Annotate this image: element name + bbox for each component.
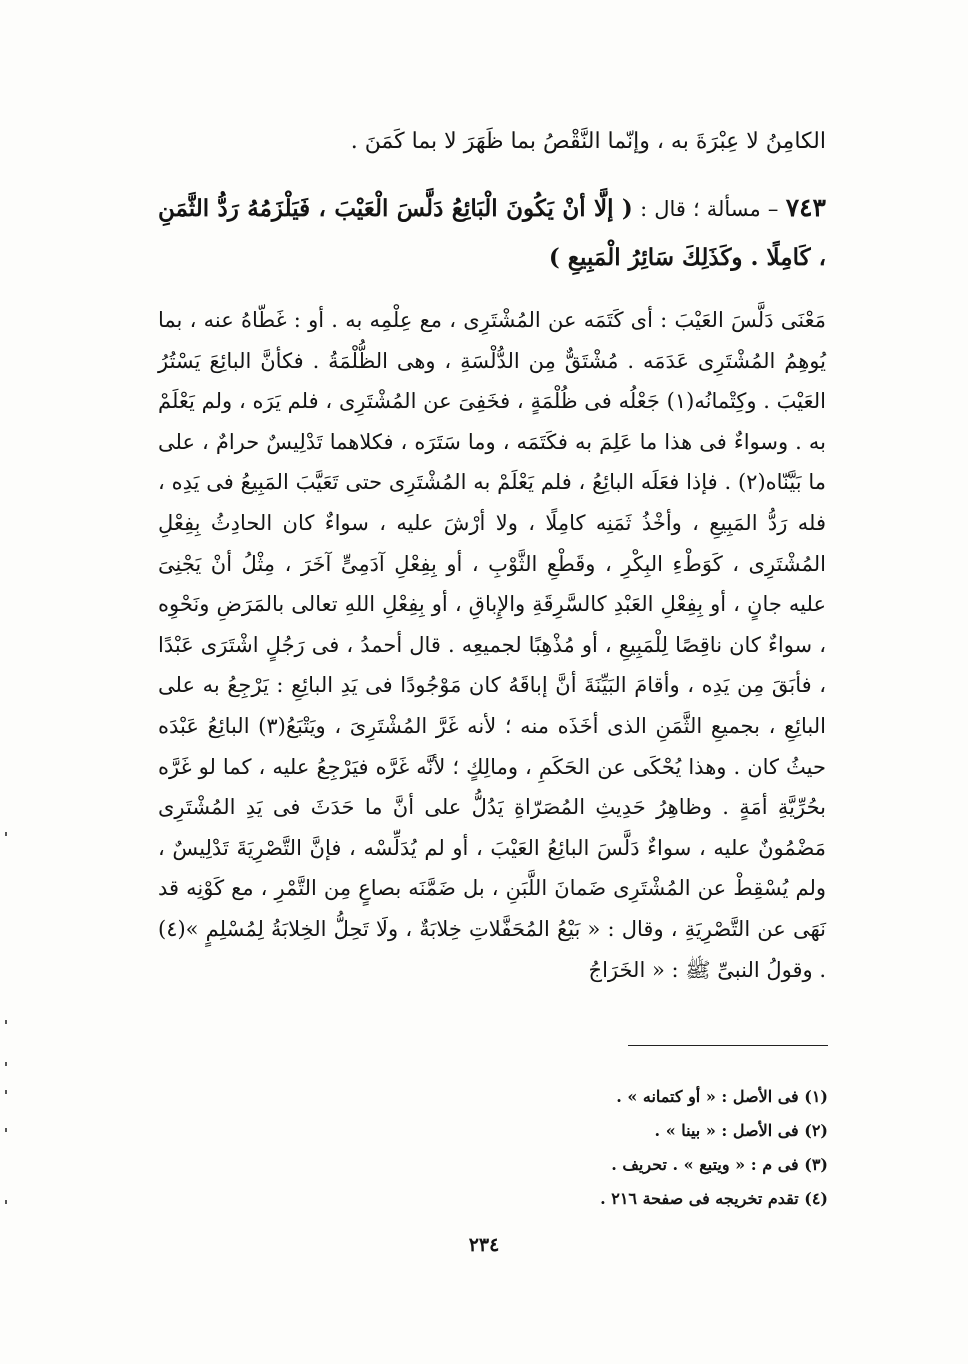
scan-edge-mark bbox=[5, 1062, 7, 1066]
body-text: مَعْنَى دَلَّسَ العَيْبَ : أى كَتَمَه عن المُشْتَرِى ، مع عِلْمِه به . أو : غَطّاهُ عنه ، بما يُوهِمُ المُشْتَرِى عَدَمَه . مُشْتَقٌّ مِن الدُّلْسَةِ ، وهى الظُّلْمَةُ . فكأنَّ البائِعَ يَسْتُرُ العَيْبَ . وكِتْمانُه(١) جَعْلُه فى ظُلْمَةٍ ، فخَفِىَ عن المُشْتَرِى ، فلم يَرَه ، ولم يَعْلَمْ به . وسواءٌ فى هذا ما عَلِمَ به فكَتَمَه ، وما سَتَرَه ، فكلاهما تَدْلِيسٌ حرامٌ ، على ما بَيَّنّاه(٢) . فإذا فعَلَه البائِعُ ، فلم يَعْلَمْ به المُشْتَرِى حتى تَعَيَّبَ المَبِيعُ فى يَدِه ، فله رَدُّ المَبِيعِ ، وأخْذُ ثَمَنِه كامِلًا ، ولا أرْشَ عليه ، سواءٌ كان الحادِثُ بِفِعْلِ المُشْتَرِى ، كَوَطْءِ البِكْرِ ، وقَطْعِ الثَّوْبِ ، أو بِفِعْلِ آدَمِىٍّ آخَرَ ، مِثْلُ أنْ يَجْنِىَ عليه جانٍ ، أو بِفِعْلِ العَبْدِ كالسَّرِقَةِ والإِباقِ ، أو بِفِعْلِ اللهِ تعالى بالمَرَضِ ونَحْوِه ، سواءٌ كان ناقِصًا لِلْمَبِيعِ ، أو مُذْهِبًا لجميعِه . قال أحمدُ ، فى رَجُلٍ اشْتَرَى عَبْدًا ، فأبَقَ مِن يَدِه ، وأقامَ البَيِّنَةَ أنَّ إباقَهُ كان مَوْجُودًا فى يَدِ البائِعِ : يَرْجِعُ به على البائِعِ ، بجميعِ الثَّمَنِ الذى أخَذَه منه ؛ لأنه غَرَّ المُشْتَرِىَ ، ويَتْبَعُ(٣) البائِعُ عَبْدَه حيثُ كان . وهذا يُحْكَى عن الحَكَمِ ، ومالِكٍ ؛ لأنَّه غَرَّه فيَرْجِعُ عليه ، كما لو غَرَّه بحُرِّيَّةِ أمَةٍ . وظاهِرُ حَدِيثِ المُصَرّاةِ يَدُلُّ على أنَّ ما حَدَثَ فى يَدِ المُشْتَرِى مَضْمُونٌ عليه ، سواءٌ دَلَّسَ البائِعُ العَيْبَ ، أو لم يُدَلِّسْه ، فإنَّ التَّصْرِيَةَ تَدْلِيسٌ ، ولم يُسْقِطْ عن المُشْتَرِى ضَمانَ اللَّبَنِ ، بل ضَمَّنَه بصاعٍ مِن التَّمْرِ ، مع كَوْنِه قد نَهَى عن التَّصْرِيَةِ ، وقال : « بَيْعُ المُحَفَّلاتِ خِلابَةٌ ، ولَا تَحِلُّ الخِلابَةُ لِمُسْلِمٍ »(٤) . وقولُ النبىِّ ﷺ : « الخَرَاجُ bbox=[158, 308, 826, 982]
footnotes bbox=[500, 1080, 828, 1216]
scan-edge-mark bbox=[5, 1200, 7, 1204]
issue-number: ٧٤٣ bbox=[785, 193, 826, 222]
footnote-divider bbox=[628, 1045, 828, 1046]
issue-label: – مسألة ؛ قال : bbox=[640, 197, 779, 221]
scan-edge-mark bbox=[5, 1128, 7, 1132]
issue-quote: ( إلَّا أنْ يَكُونَ الْبَائِعُ دَلَّسَ الْعَيْبَ ، فَيَلْزَمُهُ رَدُّ الثَّمَنِ ، كَامِلًا . وكَذَلِكَ سَائِرُ الْمَبِيعِ ) bbox=[158, 195, 826, 271]
footnote-4: (٤) تقدم تخريجه فى صفحة ٢١٦ . bbox=[600, 1189, 828, 1208]
footnote-1: (١) فى الأصل : « أو كتمانه » . bbox=[616, 1087, 828, 1106]
scan-edge-mark bbox=[5, 1020, 7, 1024]
scan-edge-mark bbox=[5, 832, 7, 836]
issue-heading bbox=[158, 184, 826, 283]
footnote-2: (٢) فى الأصل : « بينا » . bbox=[654, 1121, 828, 1140]
page-number: ٢٣٤ bbox=[468, 1234, 500, 1256]
footnote-3: (٣) فى م : « ويتبع » . تحريف . bbox=[611, 1155, 828, 1174]
scan-edge-mark bbox=[5, 1090, 7, 1094]
intro-line: الكامِنُ لا عِبْرَةَ به ، وإنّما النَّقْصُ بما ظَهَرَ لا بما كَمَنَ . bbox=[350, 129, 826, 154]
